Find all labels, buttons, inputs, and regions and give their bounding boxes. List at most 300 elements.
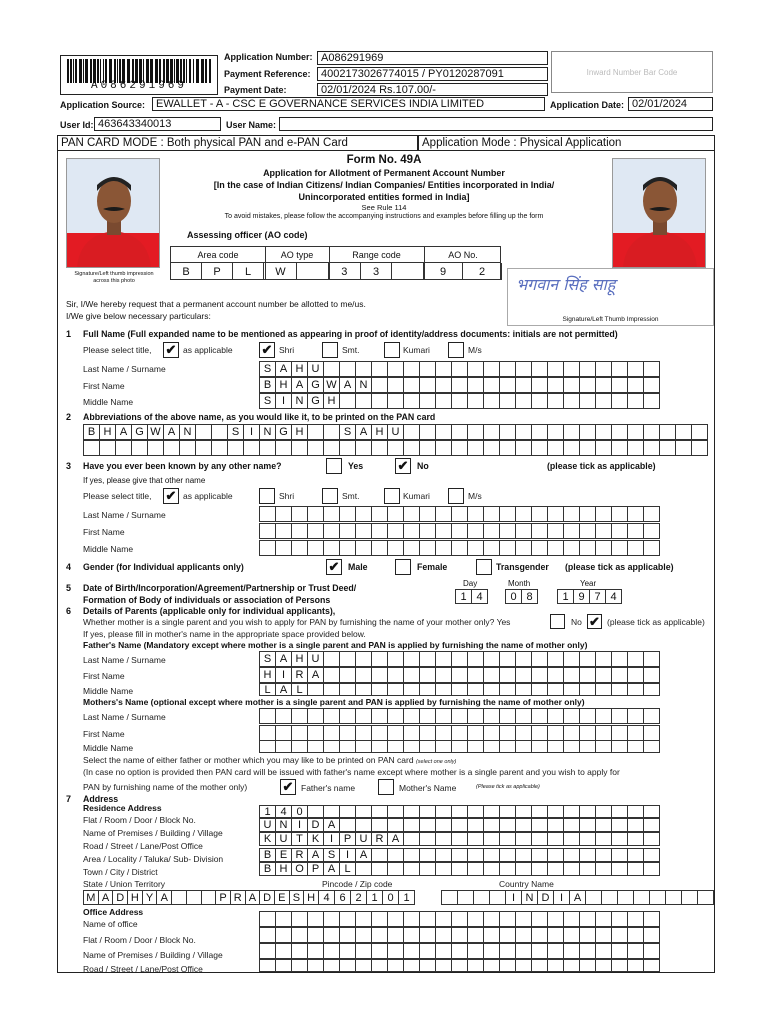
char-cell xyxy=(484,912,500,926)
char-cell xyxy=(532,928,548,942)
char-cell: B xyxy=(260,849,276,861)
char-cell xyxy=(628,541,644,555)
char-cell xyxy=(420,441,436,455)
s6-fathers-name-label: Father's name xyxy=(301,783,356,793)
char-cell xyxy=(548,806,564,817)
s3-shri-checkbox[interactable] xyxy=(259,488,275,504)
char-cell xyxy=(516,944,532,958)
s1-title-label: Please select title, xyxy=(83,345,152,355)
s6-no-checkbox[interactable]: ✔ xyxy=(587,614,602,629)
s2-cells-row-1[interactable] xyxy=(83,424,708,440)
char-cell xyxy=(436,652,452,666)
barcode-bar xyxy=(73,59,74,83)
char-cell xyxy=(548,912,564,926)
char-cell xyxy=(228,441,244,455)
s7-state-label: State / Union Territory xyxy=(83,879,166,889)
char-cell xyxy=(292,960,308,971)
app-date-field: 02/01/2024 xyxy=(628,97,713,111)
char-cell: P xyxy=(308,863,324,875)
char-cell xyxy=(548,709,564,723)
char-cell xyxy=(340,652,356,666)
char-cell xyxy=(468,507,484,521)
s3-as-applicable: as applicable xyxy=(183,491,233,501)
char-cell xyxy=(628,944,644,958)
app-number-field: A086291969 xyxy=(317,51,548,65)
s3-middle-cells[interactable] xyxy=(259,540,660,556)
char-cell xyxy=(420,726,436,740)
char-cell: K xyxy=(260,833,276,845)
char-cell xyxy=(388,741,404,752)
barcode-bar xyxy=(79,59,82,83)
s3-heading: Have you ever been known by any other name? xyxy=(83,461,282,471)
char-cell xyxy=(404,507,420,521)
char-cell xyxy=(612,652,628,666)
char-cell xyxy=(436,928,452,942)
barcode xyxy=(60,55,218,95)
char-cell xyxy=(436,960,452,971)
char-cell xyxy=(500,863,516,875)
char-cell xyxy=(644,912,660,926)
char-cell xyxy=(612,849,628,861)
char-cell xyxy=(564,849,580,861)
char-cell xyxy=(372,928,388,942)
char-cell xyxy=(484,668,500,682)
char-cell: H xyxy=(100,425,116,439)
s7-o-premises-cells[interactable] xyxy=(259,959,660,972)
char-cell: S xyxy=(260,394,276,408)
s7-office-name-cells-1[interactable] xyxy=(259,911,660,927)
user-id-label: User Id: xyxy=(60,120,94,130)
char-cell xyxy=(628,652,644,666)
intro-line-2: I/We give below necessary particulars: xyxy=(66,311,211,321)
char-cell xyxy=(297,263,329,280)
char-cell xyxy=(436,819,452,831)
char-cell xyxy=(500,806,516,817)
char-cell xyxy=(292,928,308,942)
char-cell xyxy=(468,928,484,942)
char-cell xyxy=(388,819,404,831)
char-cell xyxy=(628,726,644,740)
ao-header-type: AO type xyxy=(280,250,314,260)
char-cell xyxy=(484,378,500,392)
char-cell xyxy=(372,726,388,740)
char-cell xyxy=(292,524,308,538)
char-cell: N xyxy=(260,425,276,439)
char-cell xyxy=(260,726,276,740)
char-cell: H xyxy=(292,362,308,376)
pan-card-mode: PAN CARD MODE : Both physical PAN and e-PAN Card xyxy=(57,135,418,151)
char-cell xyxy=(596,960,612,971)
char-cell: 4 xyxy=(319,891,335,904)
char-cell xyxy=(580,507,596,521)
char-cell xyxy=(468,741,484,752)
char-cell: P xyxy=(340,833,356,845)
char-cell xyxy=(580,394,596,408)
s7-premises-cells[interactable] xyxy=(259,818,660,832)
char-cell xyxy=(500,425,516,439)
char-cell xyxy=(356,819,372,831)
s7-office-heading: Office Address xyxy=(83,907,144,917)
s6-m-middle-label: Middle Name xyxy=(83,743,134,753)
char-cell xyxy=(644,668,660,682)
char-cell xyxy=(468,425,484,439)
s6-yes-checkbox[interactable] xyxy=(550,614,565,629)
char-cell xyxy=(516,394,532,408)
char-cell xyxy=(564,806,580,817)
photo-caption xyxy=(62,271,166,285)
char-cell: A xyxy=(246,891,261,904)
char-cell xyxy=(260,507,276,521)
s3-first-cells[interactable] xyxy=(259,523,660,539)
char-cell: R xyxy=(292,668,308,682)
char-cell xyxy=(276,726,292,740)
char-cell xyxy=(436,507,452,521)
char-cell xyxy=(420,944,436,958)
char-cell xyxy=(452,944,468,958)
s6-mother-first-cells[interactable] xyxy=(259,725,660,741)
s5-month-cells[interactable] xyxy=(505,589,538,604)
char-cell: 3 xyxy=(361,263,393,280)
char-cell xyxy=(548,863,564,875)
char-cell xyxy=(500,726,516,740)
barcode-bar xyxy=(83,59,84,83)
s6-father-last-cells[interactable] xyxy=(259,651,660,667)
char-cell xyxy=(484,741,500,752)
char-cell xyxy=(490,891,506,904)
char-cell xyxy=(548,944,564,958)
char-cell xyxy=(468,652,484,666)
char-cell xyxy=(532,912,548,926)
s1-kumari-checkbox[interactable] xyxy=(384,342,400,358)
char-cell xyxy=(564,652,580,666)
s6-select-note xyxy=(83,756,456,766)
char-cell xyxy=(340,507,356,521)
s7-country-cells[interactable] xyxy=(441,890,714,905)
char-cell xyxy=(644,726,660,740)
char-cell xyxy=(564,425,580,439)
char-cell xyxy=(634,891,650,904)
s1-middle-cells[interactable] xyxy=(259,393,660,409)
char-cell: I xyxy=(324,833,340,845)
char-cell xyxy=(372,507,388,521)
char-cell xyxy=(404,819,420,831)
s4-transgender-checkbox[interactable] xyxy=(476,559,492,575)
char-cell: U xyxy=(276,833,292,845)
s5-year-cells[interactable] xyxy=(557,589,622,604)
char-cell xyxy=(500,394,516,408)
char-cell xyxy=(372,541,388,555)
char-cell xyxy=(356,741,372,752)
char-cell xyxy=(420,863,436,875)
char-cell: I xyxy=(292,819,308,831)
barcode-bar xyxy=(189,59,191,83)
s3-ms-checkbox[interactable] xyxy=(448,488,464,504)
s4-female-checkbox[interactable] xyxy=(395,559,411,575)
s6-tick-note: (please tick as applicable) xyxy=(607,617,705,627)
char-cell xyxy=(644,524,660,538)
char-cell xyxy=(404,726,420,740)
char-cell xyxy=(532,806,548,817)
char-cell xyxy=(324,806,340,817)
char-cell xyxy=(404,684,420,695)
char-cell xyxy=(420,709,436,723)
char-cell xyxy=(420,849,436,861)
char-cell xyxy=(276,507,292,521)
char-cell: S xyxy=(340,425,356,439)
char-cell xyxy=(436,863,452,875)
char-cell xyxy=(612,507,628,521)
char-cell xyxy=(612,709,628,723)
char-cell xyxy=(324,709,340,723)
char-cell xyxy=(324,507,340,521)
char-cell xyxy=(340,806,356,817)
s6-heading: Details of Parents (applicable only for individual applicants), xyxy=(83,606,336,616)
char-cell xyxy=(612,960,628,971)
s3-last-cells[interactable] xyxy=(259,506,660,522)
s6-mothers-name-checkbox[interactable] xyxy=(378,779,394,795)
char-cell xyxy=(404,394,420,408)
char-cell: 1 xyxy=(456,590,472,603)
char-cell xyxy=(388,652,404,666)
char-cell xyxy=(324,652,340,666)
s5-day-cells[interactable] xyxy=(455,589,488,604)
char-cell xyxy=(388,863,404,875)
app-source-label: Application Source: xyxy=(60,100,146,110)
char-cell xyxy=(356,863,372,875)
char-cell xyxy=(436,441,452,455)
char-cell xyxy=(500,819,516,831)
char-cell xyxy=(548,524,564,538)
char-cell xyxy=(388,441,404,455)
s7-pin-cells[interactable] xyxy=(318,890,415,905)
char-cell: D xyxy=(260,891,275,904)
char-cell xyxy=(324,441,340,455)
s6-mother-heading: Mothers's Name (optional except where mother is a single parent and PAN is applied by furnishing the name of mother only) xyxy=(83,697,585,707)
char-cell xyxy=(436,394,452,408)
char-cell xyxy=(548,378,564,392)
ao-code-label: Assessing officer (AO code) xyxy=(187,230,308,240)
char-cell xyxy=(340,441,356,455)
char-cell xyxy=(580,441,596,455)
char-cell xyxy=(388,960,404,971)
s5-line-1: Date of Birth/Incorporation/Agreement/Partnership or Trust Deed/ xyxy=(83,583,357,593)
char-cell xyxy=(596,652,612,666)
char-cell: D xyxy=(308,819,324,831)
s6-mother-middle-cells[interactable] xyxy=(259,740,660,753)
char-cell xyxy=(436,944,452,958)
char-cell xyxy=(468,849,484,861)
char-cell xyxy=(404,960,420,971)
char-cell xyxy=(612,684,628,695)
s1-first-cells[interactable] xyxy=(259,377,660,393)
char-cell: H xyxy=(276,863,292,875)
char-cell xyxy=(628,928,644,942)
char-cell xyxy=(548,394,564,408)
char-cell xyxy=(388,541,404,555)
char-cell xyxy=(308,425,324,439)
char-cell xyxy=(564,507,580,521)
s7-road-cells[interactable] xyxy=(259,832,660,846)
s7-flat-cells[interactable] xyxy=(259,805,660,818)
char-cell xyxy=(420,524,436,538)
char-cell xyxy=(452,668,468,682)
char-cell xyxy=(484,507,500,521)
char-cell xyxy=(484,394,500,408)
char-cell xyxy=(468,541,484,555)
char-cell xyxy=(548,541,564,555)
char-cell xyxy=(516,960,532,971)
char-cell xyxy=(196,425,212,439)
char-cell xyxy=(580,726,596,740)
char-cell xyxy=(532,741,548,752)
char-cell: A xyxy=(388,833,404,845)
char-cell xyxy=(666,891,682,904)
char-cell xyxy=(596,849,612,861)
char-cell xyxy=(324,726,340,740)
char-cell xyxy=(308,912,324,926)
char-cell xyxy=(292,944,308,958)
s6-tick-small: (Please tick as applicable) xyxy=(476,784,540,790)
char-cell xyxy=(404,441,420,455)
app-source-field: EWALLET - A - CSC E GOVERNANCE SERVICES INDIA LIMITED xyxy=(152,97,545,111)
char-cell xyxy=(532,726,548,740)
s3-kumari-checkbox[interactable] xyxy=(384,488,400,504)
char-cell xyxy=(436,833,452,845)
char-cell xyxy=(388,944,404,958)
char-cell xyxy=(516,912,532,926)
s1-smt-checkbox[interactable] xyxy=(322,342,338,358)
s1-ms-checkbox[interactable] xyxy=(448,342,464,358)
char-cell xyxy=(484,849,500,861)
char-cell: N xyxy=(276,819,292,831)
s7-state-cells[interactable] xyxy=(83,890,319,905)
char-cell xyxy=(596,378,612,392)
char-cell xyxy=(180,441,196,455)
char-cell xyxy=(452,524,468,538)
s4-male-checkbox[interactable]: ✔ xyxy=(326,559,342,575)
s3-smt-checkbox[interactable] xyxy=(322,488,338,504)
char-cell xyxy=(340,668,356,682)
char-cell xyxy=(468,668,484,682)
s2-cells-row-2[interactable] xyxy=(83,440,708,456)
s3-no-checkbox[interactable]: ✔ xyxy=(395,458,411,474)
char-cell xyxy=(580,849,596,861)
barcode-bar xyxy=(201,59,204,83)
char-cell xyxy=(532,709,548,723)
char-cell xyxy=(292,741,308,752)
char-cell xyxy=(420,928,436,942)
char-cell xyxy=(372,524,388,538)
char-cell xyxy=(532,960,548,971)
char-cell xyxy=(532,394,548,408)
s3-yes-checkbox[interactable] xyxy=(326,458,342,474)
s7-area-cells[interactable] xyxy=(259,848,660,862)
s1-number: 1 xyxy=(66,329,72,339)
char-cell xyxy=(580,863,596,875)
char-cell xyxy=(644,394,660,408)
char-cell: N xyxy=(292,394,308,408)
char-cell xyxy=(404,652,420,666)
char-cell xyxy=(388,362,404,376)
char-cell xyxy=(596,541,612,555)
s1-example-tick: ✔ xyxy=(163,342,179,358)
s1-last-cells[interactable] xyxy=(259,361,660,377)
s1-shri-checkbox[interactable]: ✔ xyxy=(259,342,275,358)
char-cell xyxy=(580,524,596,538)
char-cell xyxy=(276,960,292,971)
char-cell xyxy=(388,726,404,740)
char-cell: S xyxy=(260,652,276,666)
s6-father-first-cells[interactable] xyxy=(259,667,660,683)
char-cell xyxy=(564,684,580,695)
char-cell xyxy=(698,891,714,904)
char-cell xyxy=(436,524,452,538)
char-cell: N xyxy=(522,891,538,904)
s7-town-cells[interactable] xyxy=(259,862,660,876)
char-cell xyxy=(500,441,516,455)
char-cell xyxy=(628,819,644,831)
char-cell xyxy=(644,378,660,392)
signature-box xyxy=(507,268,714,326)
char-cell xyxy=(596,912,612,926)
char-cell xyxy=(644,928,660,942)
s7-o-road-label: Road / Street / Lane/Post Office xyxy=(83,964,203,974)
char-cell xyxy=(420,507,436,521)
char-cell xyxy=(484,684,500,695)
char-cell xyxy=(596,833,612,845)
char-cell xyxy=(388,806,404,817)
char-cell xyxy=(500,928,516,942)
char-cell: A xyxy=(324,819,340,831)
char-cell: 1 xyxy=(399,891,415,904)
s6-father-middle-cells[interactable] xyxy=(259,683,660,696)
char-cell xyxy=(458,891,474,904)
char-cell xyxy=(644,684,660,695)
char-cell xyxy=(340,741,356,752)
char-cell xyxy=(452,362,468,376)
char-cell: T xyxy=(292,833,308,845)
s4-heading: Gender (for Individual applicants only) xyxy=(83,562,244,572)
char-cell: 7 xyxy=(590,590,606,603)
char-cell xyxy=(612,944,628,958)
char-cell xyxy=(340,709,356,723)
char-cell xyxy=(388,394,404,408)
char-cell xyxy=(452,378,468,392)
char-cell xyxy=(420,960,436,971)
char-cell xyxy=(372,684,388,695)
char-cell xyxy=(468,726,484,740)
char-cell: 1 xyxy=(260,806,276,817)
char-cell xyxy=(484,819,500,831)
char-cell xyxy=(484,524,500,538)
char-cell xyxy=(580,541,596,555)
char-cell xyxy=(532,652,548,666)
s1-as-applicable: as applicable xyxy=(183,345,233,355)
char-cell xyxy=(532,425,548,439)
s7-o-flat-cells[interactable] xyxy=(259,943,660,959)
char-cell xyxy=(468,960,484,971)
char-cell xyxy=(484,652,500,666)
char-cell: U xyxy=(356,833,372,845)
char-cell xyxy=(564,524,580,538)
s7-office-name-cells-2[interactable] xyxy=(259,927,660,943)
char-cell xyxy=(452,912,468,926)
char-cell xyxy=(420,668,436,682)
char-cell xyxy=(276,741,292,752)
s6-fathers-name-checkbox[interactable]: ✔ xyxy=(280,779,296,795)
s6-mother-last-cells[interactable] xyxy=(259,708,660,724)
char-cell: 4 xyxy=(472,590,488,603)
